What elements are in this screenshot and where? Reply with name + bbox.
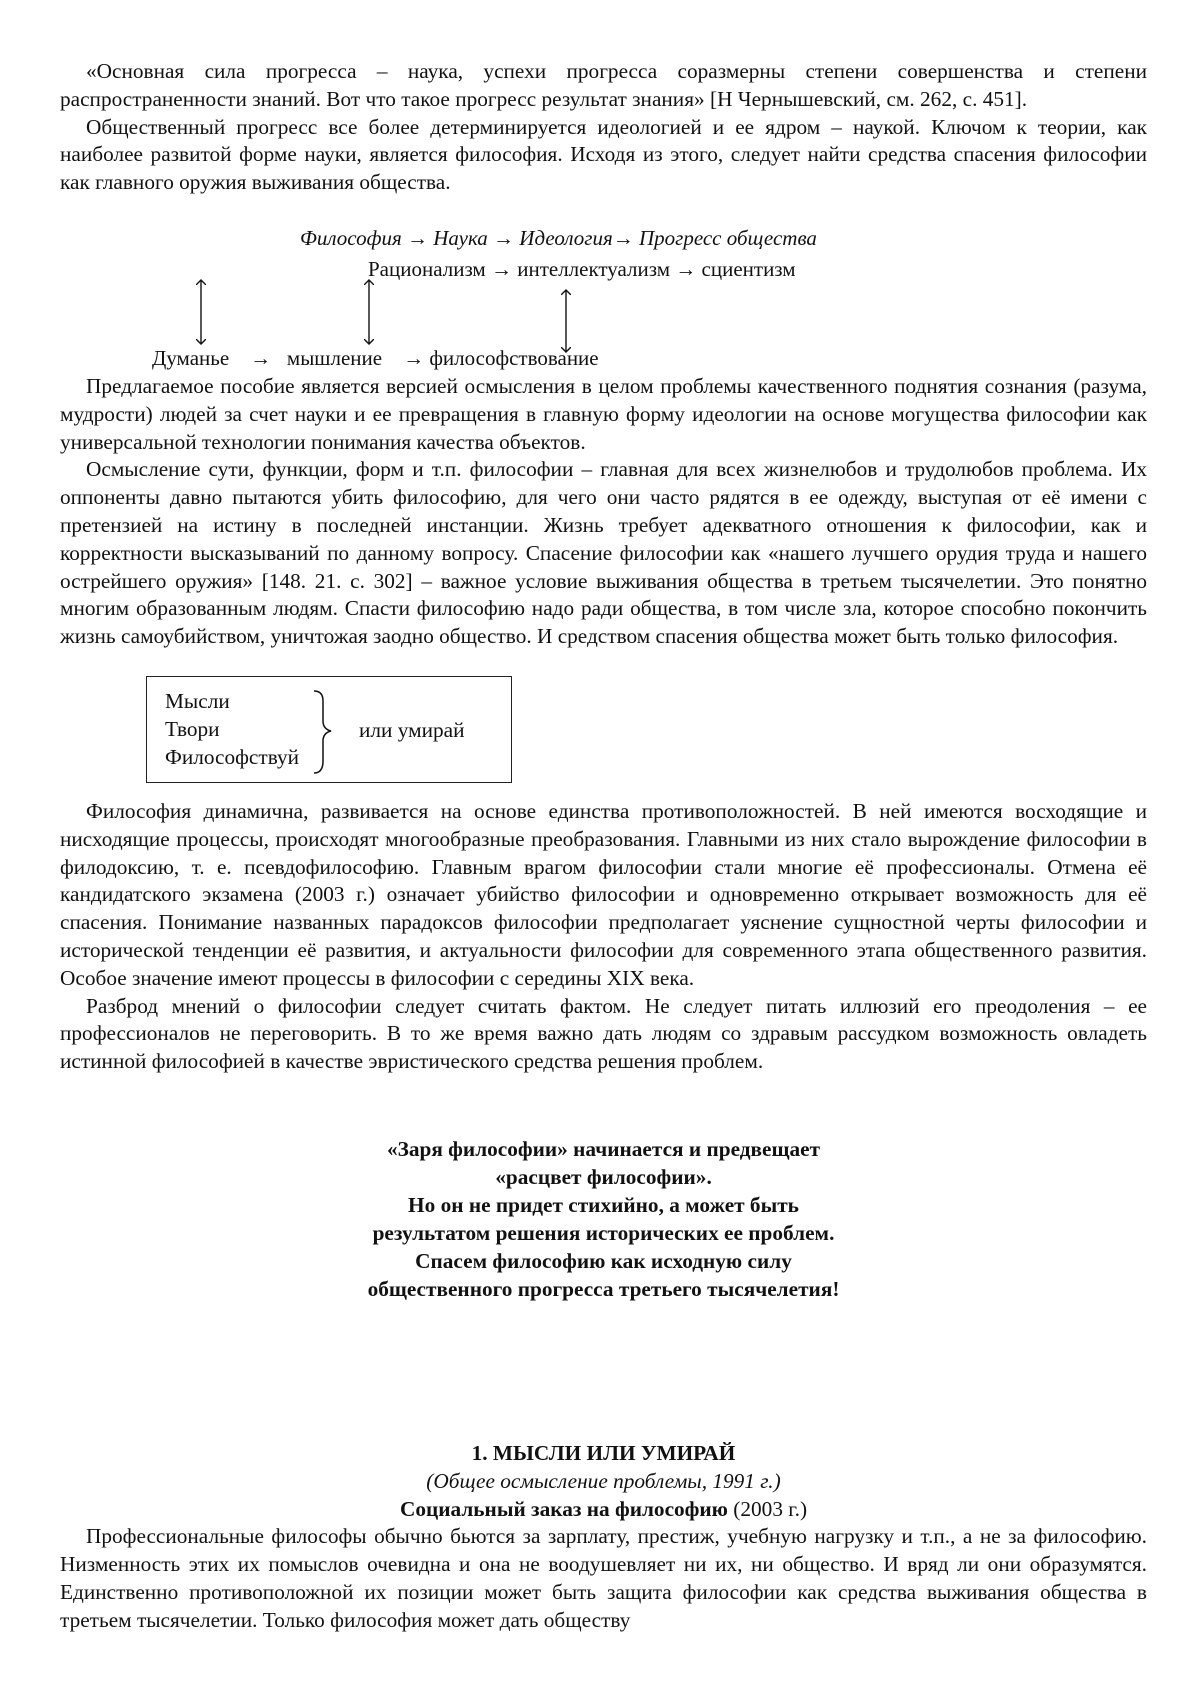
manifesto	[60, 1135, 1147, 1303]
body-paragraph: Осмысление сути, функции, форм и т.п. философии – главная для всех жизнелюбов и трудолюбов проблема. Их оппоненты давно пытаются убить философию, для чего они часто рядятся в ее одежду, выступая от её имени с претензией на истину в последней инстанции. Жизнь требует адекватного отношения к философии, как и корректности высказываний по данному вопросу. Спасение философии как «нашего лучшего орудия труда и нашего острейшего оружия» [148. 21. с. 302] – важное условие выживания общества в третьем тысячелетии. Это понятно многим образованным людям. Спасти философию надо ради общества, в том числе зла, которое способно покончить жизнь самоубийством, уничтожая заодно общество. И средством спасения общества может быть только философия.	[60, 457, 1147, 649]
section-1	[60, 1440, 1147, 1635]
body-paragraph: Разброд мнений о философии следует считать фактом. Не следует питать иллюзий его преодоления – ее профессионалов не переговорить. В то же время важно дать людям со здравым рассудком возможность овладеть истинной философией в качестве эвристического средства решения проблем.	[60, 993, 1147, 1074]
manifesto-line: Спасем философию как исходную силу	[415, 1249, 792, 1273]
motto-line: Мысли	[165, 689, 230, 713]
motto-right: или умирай	[359, 718, 465, 742]
manifesto-line: результатом решения исторических ее проблем.	[372, 1221, 835, 1245]
bottom-section	[60, 798, 1147, 1076]
section-heading: 1. МЫСЛИ ИЛИ УМИРАЙ	[471, 1441, 736, 1465]
section-subheading: (Общее осмысление проблемы, 1991 г.)	[426, 1468, 781, 1493]
scheme-bottom-line: Думанье → мышление → философствование	[152, 346, 599, 370]
body-paragraph: Профессиональные философы обычно бьются за зарплату, престиж, учебную нагрузку и т.п., а не за философию. Низменность этих их помыслов очевидна и она не воодушевляет ни их, ни общество. И вряд ли они образумятся. Единственно противоположной их позиции может быть защита философии как средства выживания общества в третьем тысячелетии. Только философия может дать обществу	[60, 1524, 1147, 1632]
subtitle-bold: Социальный заказ на философию	[399, 1496, 728, 1521]
section-subtitle	[60, 1496, 1147, 1524]
motto-box	[146, 676, 512, 783]
scheme-top-line: Философия → Наука → Идеология→ Прогресс общества	[300, 226, 817, 250]
subtitle-year: (2003 г.)	[727, 1496, 808, 1521]
body-paragraph: Общественный прогресс все более детерминируется идеологией и ее ядром – наукой. Ключом к теории, как наиболее развитой форме науки, является философия. Исходя из этого, следует найти средства спасения философии как главного оружия выживания общества.	[60, 114, 1147, 195]
quote-paragraph: «Основная сила прогресса – наука, успехи прогресса соразмерны степени совершенства и степени распространенности знаний. Вот что такое прогресс результат знания» [Н Чернышевский, см. 262, с. 451].	[60, 59, 1147, 111]
manifesto-line: «Заря философии» начинается и предвещает	[386, 1137, 821, 1161]
middle-section	[60, 373, 1147, 651]
body-paragraph: Философия динамична, развивается на основе единства противоположностей. В ней имеются восходящие и нисходящие процессы, происходят многообразные преобразования. Главными из них стало вырождение философии в филодоксию, т. е. псевдофилософию. Главным врагом философии стали многие её профессионалы. Отмена её кандидатского экзамена (2003 г.) означает убийство философии и одновременно открывает возможность для её спасения. Понимание названных парадоксов философии предполагает уяснение сущностной черты философии и исторической тенденции её развития, и актуальности философии для современного этапа общественного развития. Особое значение имеют процессы в философии с середины XIX века.	[60, 799, 1147, 990]
motto-line: Твори	[165, 717, 220, 741]
motto-line: Философствуй	[165, 745, 300, 769]
manifesto-line: общественного прогресса третьего тысячелетия!	[367, 1277, 840, 1301]
manifesto-line: Но он не придет стихийно, а может быть	[408, 1193, 799, 1217]
body-paragraph: Предлагаемое пособие является версией осмысления в целом проблемы качественного поднятия сознания (разума, мудрости) людей за счет науки и ее превращения в главную форму идеологии на основе могущества философии как универсальной технологии понимания качества объектов.	[60, 374, 1147, 454]
scheme-middle-line: Рационализм → интеллектуализм → сциентизм	[368, 257, 796, 281]
manifesto-line: «расцвет философии».	[495, 1165, 712, 1189]
